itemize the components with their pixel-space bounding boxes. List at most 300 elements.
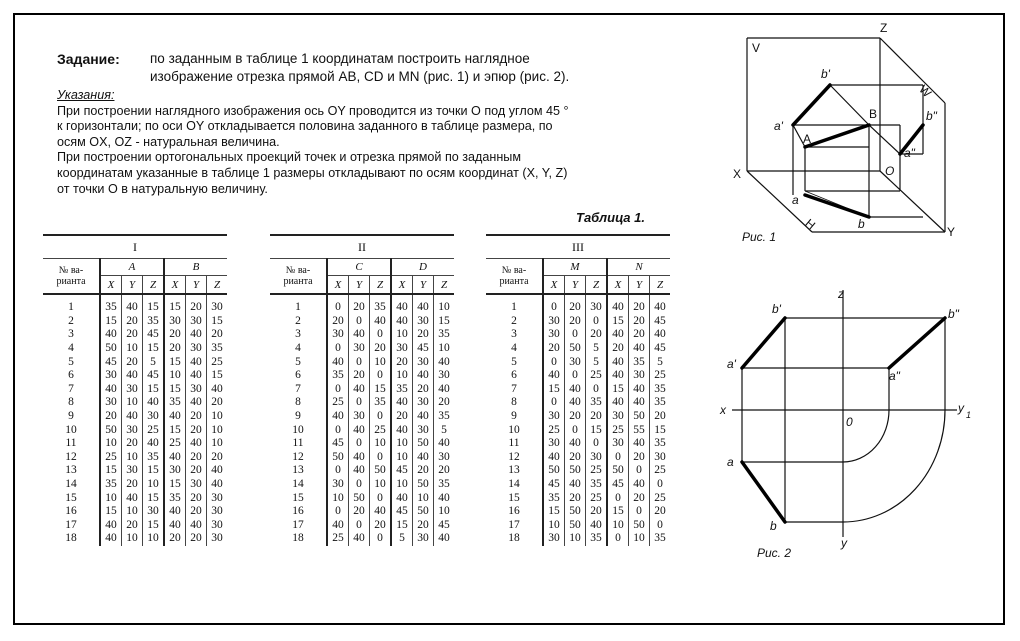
- coordinate-cell: 30: [186, 478, 207, 492]
- coordinate-cell: 20: [565, 315, 586, 329]
- coordinate-cell: 40: [143, 396, 165, 410]
- coordinate-cell: 15: [164, 355, 186, 369]
- fig2-label-y: y: [841, 536, 847, 550]
- coordinate-cell: 40: [607, 294, 629, 315]
- coordinate-cell: 25: [650, 464, 671, 478]
- coordinate-cell: 20: [565, 294, 586, 315]
- coordinate-cell: 40: [413, 369, 434, 383]
- coordinate-cell: 50: [565, 505, 586, 519]
- coordinate-cell: 40: [164, 505, 186, 519]
- coordinate-cell: 0: [543, 355, 565, 369]
- coordinate-cell: 0: [607, 451, 629, 465]
- coordinate-cell: 40: [327, 519, 349, 533]
- coordinate-cell: 50: [327, 451, 349, 465]
- coordinate-cell: 50: [413, 478, 434, 492]
- coordinate-cell: 10: [122, 396, 143, 410]
- coordinate-cell: 10: [391, 437, 413, 451]
- coordinate-cell: 30: [434, 369, 455, 383]
- coordinate-cell: 15: [100, 464, 122, 478]
- variant-number: 6: [511, 369, 517, 382]
- variant-number: 2: [68, 314, 74, 327]
- coordinate-cell: 40: [122, 491, 143, 505]
- coordinate-cell: 35: [629, 355, 650, 369]
- variant-number: 9: [511, 410, 517, 423]
- coordinate-cell: 40: [186, 519, 207, 533]
- coordinate-cell: 20: [413, 383, 434, 397]
- coordinate-cell: 30: [186, 342, 207, 356]
- axis-column-header: X: [607, 276, 629, 295]
- table-caption: Таблица 1.: [576, 210, 645, 225]
- fig1-label-A: A: [803, 132, 812, 146]
- coordinate-cell: 25: [650, 369, 671, 383]
- coordinate-cell: 0: [629, 464, 650, 478]
- coordinate-cell: 15: [586, 423, 608, 437]
- coordinate-cell: 45: [327, 437, 349, 451]
- coordinate-cell: 35: [650, 437, 671, 451]
- point-group-header: M: [543, 259, 607, 276]
- coordinate-cell: 10: [370, 437, 392, 451]
- coordinate-cell: 50: [565, 464, 586, 478]
- coordinate-cell: 40: [100, 328, 122, 342]
- coordinate-cell: 40: [434, 437, 455, 451]
- coordinate-cell: 10: [143, 532, 165, 546]
- coordinate-cell: 20: [186, 491, 207, 505]
- coordinate-cell: 25: [100, 451, 122, 465]
- coordinate-cell: 30: [186, 383, 207, 397]
- coordinate-cell: 15: [143, 464, 165, 478]
- table-roman-header: III: [486, 235, 670, 259]
- coordinate-cell: 30: [391, 342, 413, 356]
- coordinate-cell: 0: [370, 491, 392, 505]
- fig1-label-a-prime: a': [774, 119, 783, 133]
- coordinate-cell: 45: [391, 464, 413, 478]
- coordinate-cell: 25: [586, 369, 608, 383]
- fig1-label-a: a: [792, 193, 799, 207]
- fig1-label-V: V: [752, 41, 761, 55]
- variant-number: 1: [68, 301, 74, 314]
- coordinate-cell: 25: [543, 423, 565, 437]
- variant-column-header: № ва- рианта: [270, 259, 327, 295]
- coordinate-cell: 30: [143, 505, 165, 519]
- coordinate-cell: 40: [607, 355, 629, 369]
- coordinate-cell: 35: [370, 294, 392, 315]
- variant-number: 8: [511, 396, 517, 409]
- coordinate-cell: 20: [186, 532, 207, 546]
- coordinate-cell: 40: [391, 396, 413, 410]
- coordinate-cell: 20: [565, 491, 586, 505]
- coordinate-cell: 35: [434, 328, 455, 342]
- coordinate-cell: 20: [186, 410, 207, 424]
- coordinate-cell: 20: [349, 505, 370, 519]
- coordinate-cell: 5: [434, 423, 455, 437]
- coordinate-cell: 30: [413, 315, 434, 329]
- coordinate-cell: 0: [565, 423, 586, 437]
- coordinate-cell: 45: [650, 315, 671, 329]
- variant-number: 10: [508, 423, 520, 436]
- variant-number: 4: [295, 342, 301, 355]
- coordinate-cell: 30: [650, 451, 671, 465]
- variant-number: 7: [295, 382, 301, 395]
- fig2-label-a: a: [727, 455, 734, 469]
- coordinate-cell: 20: [434, 464, 455, 478]
- coordinate-cell: 45: [434, 519, 455, 533]
- variant-column-header: № ва- рианта: [43, 259, 100, 295]
- coordinate-cell: 40: [349, 464, 370, 478]
- coordinate-cell: 20: [629, 315, 650, 329]
- variant-number: 14: [65, 478, 77, 491]
- variant-number: 12: [292, 450, 304, 463]
- variant-number: 9: [68, 410, 74, 423]
- coordinate-cell: 50: [100, 423, 122, 437]
- coordinate-cell: 10: [434, 342, 455, 356]
- variant-number: 3: [68, 328, 74, 341]
- coordinate-cell: 25: [327, 396, 349, 410]
- table-roman-header: I: [43, 235, 227, 259]
- variant-number: 15: [65, 491, 77, 504]
- coordinate-cell: 15: [143, 519, 165, 533]
- coordinate-cell: 40: [122, 410, 143, 424]
- task-line-2: изображение отрезка прямой АВ, CD и MN (рис. 1) и эпюр (рис. 2).: [150, 69, 570, 84]
- axis-column-header: Z: [207, 276, 228, 295]
- coordinate-cell: 50: [543, 464, 565, 478]
- coordinate-cell: 0: [349, 519, 370, 533]
- coordinate-cell: 0: [650, 478, 671, 492]
- variant-number: 11: [508, 437, 520, 450]
- coordinate-cell: 50: [100, 342, 122, 356]
- point-group-header: N: [607, 259, 670, 276]
- coordinate-cell: 10: [434, 505, 455, 519]
- coordinate-cell: 20: [122, 519, 143, 533]
- fig1-label-b-prime: b': [821, 67, 830, 81]
- coordinate-cell: 10: [100, 491, 122, 505]
- variant-number: 18: [65, 532, 77, 545]
- coordinate-cell: 10: [543, 519, 565, 533]
- variant-number: 11: [65, 437, 77, 450]
- variant-number: 7: [68, 382, 74, 395]
- variant-number: 10: [292, 423, 304, 436]
- coordinate-cell: 20: [607, 342, 629, 356]
- coordinate-cell: 30: [349, 410, 370, 424]
- coordinate-cell: 0: [349, 437, 370, 451]
- coordinate-cell: 0: [586, 315, 608, 329]
- coordinate-cell: 50: [629, 410, 650, 424]
- coordinate-cell: 35: [650, 532, 671, 546]
- coordinate-cell: 20: [207, 328, 228, 342]
- variant-number: 5: [68, 355, 74, 368]
- fig2-caption: Рис. 2: [757, 546, 792, 560]
- task-line-1: по заданным в таблице 1 координатам построить наглядное: [150, 51, 530, 66]
- coordinate-cell: 30: [629, 369, 650, 383]
- fig2-label-b2: b": [948, 307, 959, 321]
- coordinate-cell: 25: [143, 423, 165, 437]
- coordinate-cell: 35: [164, 491, 186, 505]
- coordinate-cell: 0: [327, 505, 349, 519]
- coordinate-cell: 35: [586, 396, 608, 410]
- coordinate-cell: 10: [370, 478, 392, 492]
- variant-number: 17: [508, 518, 520, 531]
- coordinate-cell: 40: [370, 315, 392, 329]
- coordinate-cell: 30: [164, 315, 186, 329]
- coordinate-cell: 40: [349, 423, 370, 437]
- coordinate-cell: 10: [207, 437, 228, 451]
- coordinate-cell: 30: [100, 396, 122, 410]
- coordinate-cell: 15: [607, 505, 629, 519]
- coordinate-cell: 20: [370, 519, 392, 533]
- coordinate-cell: 20: [391, 355, 413, 369]
- axis-column-header: Z: [143, 276, 165, 295]
- axis-column-header: Y: [413, 276, 434, 295]
- variant-number: 14: [508, 478, 520, 491]
- coordinate-cell: 10: [164, 369, 186, 383]
- coordinate-cell: 20: [434, 396, 455, 410]
- notes-line: осям OX, OZ - натуральная величина.: [57, 134, 280, 149]
- coordinate-cell: 40: [186, 328, 207, 342]
- coordinate-cell: 40: [100, 532, 122, 546]
- coordinate-cell: 35: [543, 491, 565, 505]
- coordinate-cell: 10: [629, 532, 650, 546]
- variant-number: 16: [292, 505, 304, 518]
- notes-line: от точки О в натуральную величину.: [57, 181, 268, 196]
- coordinate-cell: 20: [413, 519, 434, 533]
- coordinate-cell: 20: [327, 315, 349, 329]
- coordinate-cell: 35: [434, 410, 455, 424]
- coordinate-cell: 30: [207, 519, 228, 533]
- coordinate-cell: 30: [164, 464, 186, 478]
- axis-column-header: Y: [122, 276, 143, 295]
- coordinate-cell: 0: [370, 532, 392, 546]
- coordinate-cell: 40: [565, 396, 586, 410]
- fig2-arc-b: [843, 410, 945, 522]
- coordinate-cell: 15: [100, 315, 122, 329]
- coordinate-cell: 25: [370, 423, 392, 437]
- coordinate-cell: 30: [100, 369, 122, 383]
- fig2-segment-a2-b2: [889, 318, 945, 368]
- coordinate-cell: 20: [586, 328, 608, 342]
- coordinate-cell: 15: [143, 383, 165, 397]
- fig2-label-a-prime: a': [727, 357, 736, 371]
- coordinate-cell: 10: [100, 437, 122, 451]
- coordinate-cell: 25: [650, 491, 671, 505]
- coordinate-cell: 35: [586, 532, 608, 546]
- coordinate-cell: 15: [164, 383, 186, 397]
- coordinate-cell: 35: [391, 383, 413, 397]
- variant-number: 4: [68, 342, 74, 355]
- fig2-label-a2: a": [889, 369, 900, 383]
- coordinate-cell: 50: [565, 342, 586, 356]
- axis-column-header: Z: [434, 276, 455, 295]
- coordinate-cell: 0: [607, 532, 629, 546]
- point-group-header: C: [327, 259, 391, 276]
- fig1-label-B: B: [869, 107, 878, 121]
- coordinate-cell: 15: [391, 519, 413, 533]
- variant-number: 7: [511, 382, 517, 395]
- variant-number: 9: [295, 410, 301, 423]
- coordinate-cell: 45: [650, 342, 671, 356]
- coordinate-cell: 15: [164, 478, 186, 492]
- axis-column-header: Y: [565, 276, 586, 295]
- coordinate-cell: 30: [327, 478, 349, 492]
- coordinate-cell: 40: [565, 383, 586, 397]
- axis-column-header: X: [327, 276, 349, 295]
- fig2-label-origin: 0: [846, 415, 853, 429]
- coordinate-cell: 40: [100, 383, 122, 397]
- coordinate-cell: 15: [543, 383, 565, 397]
- coordinate-cell: 30: [349, 342, 370, 356]
- variant-number: 3: [295, 328, 301, 341]
- coordinate-cell: 40: [629, 383, 650, 397]
- coordinate-cell: 35: [586, 478, 608, 492]
- coordinate-cell: 15: [143, 491, 165, 505]
- fig1-label-H: H: [802, 216, 819, 233]
- variant-number: 18: [508, 532, 520, 545]
- coordinate-cell: 40: [607, 396, 629, 410]
- coordinate-cell: 35: [143, 315, 165, 329]
- coordinate-cell: 10: [122, 505, 143, 519]
- coordinate-cell: 20: [186, 464, 207, 478]
- coordinate-cell: 30: [413, 532, 434, 546]
- coordinate-cell: 40: [391, 491, 413, 505]
- coordinate-cell: 55: [629, 423, 650, 437]
- coordinate-cell: 20: [565, 451, 586, 465]
- fig2-label-y1: y: [958, 401, 964, 415]
- coordinate-cell: 30: [543, 315, 565, 329]
- coordinate-cell: 0: [327, 464, 349, 478]
- coordinate-cell: 20: [543, 342, 565, 356]
- coordinate-cell: 10: [565, 532, 586, 546]
- coordinate-cell: 20: [122, 437, 143, 451]
- point-group-header: D: [391, 259, 454, 276]
- coordinate-cell: 25: [586, 464, 608, 478]
- coordinate-cell: 20: [629, 294, 650, 315]
- fig1-label-b: b: [858, 217, 865, 231]
- variant-number: 6: [295, 369, 301, 382]
- coordinate-cell: 10: [207, 410, 228, 424]
- notes-heading: Указания:: [57, 88, 115, 102]
- coordinate-cell: 0: [565, 369, 586, 383]
- coordinate-cell: 0: [543, 294, 565, 315]
- variant-number: 18: [292, 532, 304, 545]
- coordinate-cell: 35: [207, 342, 228, 356]
- coordinate-cell: 40: [565, 478, 586, 492]
- coordinate-cell: 40: [413, 410, 434, 424]
- fig1-label-Z: Z: [880, 21, 888, 35]
- coordinate-cell: 20: [164, 328, 186, 342]
- fig2-label-x: x: [720, 403, 726, 417]
- coordinate-cell: 40: [434, 383, 455, 397]
- coordinate-cell: 40: [349, 383, 370, 397]
- coordinate-cell: 25: [207, 355, 228, 369]
- coordinate-cell: 50: [565, 519, 586, 533]
- coordinate-cell: 40: [629, 396, 650, 410]
- coordinate-cell: 10: [370, 355, 392, 369]
- coordinate-cell: 40: [207, 464, 228, 478]
- coordinate-cell: 25: [586, 491, 608, 505]
- variant-number: 17: [292, 518, 304, 531]
- coordinate-cell: 0: [370, 451, 392, 465]
- coordinate-cell: 40: [122, 369, 143, 383]
- coordinate-cell: 10: [122, 342, 143, 356]
- coordinate-cell: 40: [164, 519, 186, 533]
- coordinate-cell: 40: [543, 369, 565, 383]
- coordinate-cell: 5: [143, 355, 165, 369]
- coordinate-cell: 40: [434, 532, 455, 546]
- coordinate-cell: 35: [370, 396, 392, 410]
- coordinate-cell: 5: [391, 532, 413, 546]
- notes-line: координатам указанные в таблице 1 размеры откладывают по осям координат (X, Y, Z): [57, 165, 568, 180]
- coordinate-cell: 40: [434, 355, 455, 369]
- coordinate-cell: 20: [370, 342, 392, 356]
- coordinate-cell: 40: [650, 328, 671, 342]
- coordinate-cell: 30: [413, 355, 434, 369]
- coordinate-cell: 15: [143, 342, 165, 356]
- coordinate-cell: 15: [143, 294, 165, 315]
- coordinate-cell: 35: [650, 383, 671, 397]
- coordinate-cell: 20: [164, 342, 186, 356]
- coordinate-cell: 40: [629, 437, 650, 451]
- variant-number: 6: [68, 369, 74, 382]
- axis-column-header: Z: [370, 276, 392, 295]
- notes-line: к горизонтали; по оси OY откладывается половина заданного в таблице размера, по: [57, 119, 553, 134]
- coordinate-cell: 15: [607, 383, 629, 397]
- table-roman-header: II: [270, 235, 454, 259]
- coordinate-cell: 30: [543, 532, 565, 546]
- coordinate-cell: 10: [327, 491, 349, 505]
- coordinate-cell: 35: [100, 294, 122, 315]
- coordinate-cell: 15: [164, 423, 186, 437]
- coordinate-cell: 25: [327, 532, 349, 546]
- coordinate-cell: 30: [143, 410, 165, 424]
- coordinate-cell: 15: [543, 505, 565, 519]
- fig2-segment-ab: [742, 462, 785, 522]
- fig1-label-O: O: [885, 164, 895, 178]
- coordinate-cell: 20: [207, 396, 228, 410]
- fig1-caption: Рис. 1: [742, 230, 777, 244]
- variant-number: 5: [511, 355, 517, 368]
- coordinate-cell: 20: [186, 423, 207, 437]
- coordinate-cell: 15: [207, 315, 228, 329]
- coordinate-cell: 20: [586, 410, 608, 424]
- coordinate-cell: 30: [122, 383, 143, 397]
- coordinate-cell: 20: [629, 328, 650, 342]
- axis-column-header: Z: [586, 276, 608, 295]
- coordinate-cell: 40: [207, 383, 228, 397]
- variant-number: 8: [68, 396, 74, 409]
- coordinate-cell: 30: [413, 423, 434, 437]
- coordinate-cell: 20: [186, 294, 207, 315]
- coordinate-cell: 10: [391, 328, 413, 342]
- variant-number: 11: [292, 437, 304, 450]
- coordinate-cell: 30: [413, 396, 434, 410]
- coordinate-cell: 20: [122, 478, 143, 492]
- variant-number: 16: [508, 505, 520, 518]
- coordinate-cell: 15: [650, 423, 671, 437]
- coordinate-cell: 40: [650, 294, 671, 315]
- coordinate-cell: 40: [370, 505, 392, 519]
- fig1-label-a2: a": [904, 146, 915, 160]
- coordinate-cell: 40: [186, 437, 207, 451]
- coordinate-cell: 0: [349, 355, 370, 369]
- coordinate-cell: 0: [543, 396, 565, 410]
- coordinate-cell: 40: [607, 369, 629, 383]
- fig2-label-y1-subscript: 1: [966, 410, 972, 420]
- variant-number: 14: [292, 478, 304, 491]
- coordinate-cell: 45: [100, 355, 122, 369]
- variant-number: 8: [295, 396, 301, 409]
- coordinate-cell: 40: [586, 519, 608, 533]
- axis-column-header: X: [164, 276, 186, 295]
- variant-number: 2: [511, 314, 517, 327]
- variant-number: 4: [511, 342, 517, 355]
